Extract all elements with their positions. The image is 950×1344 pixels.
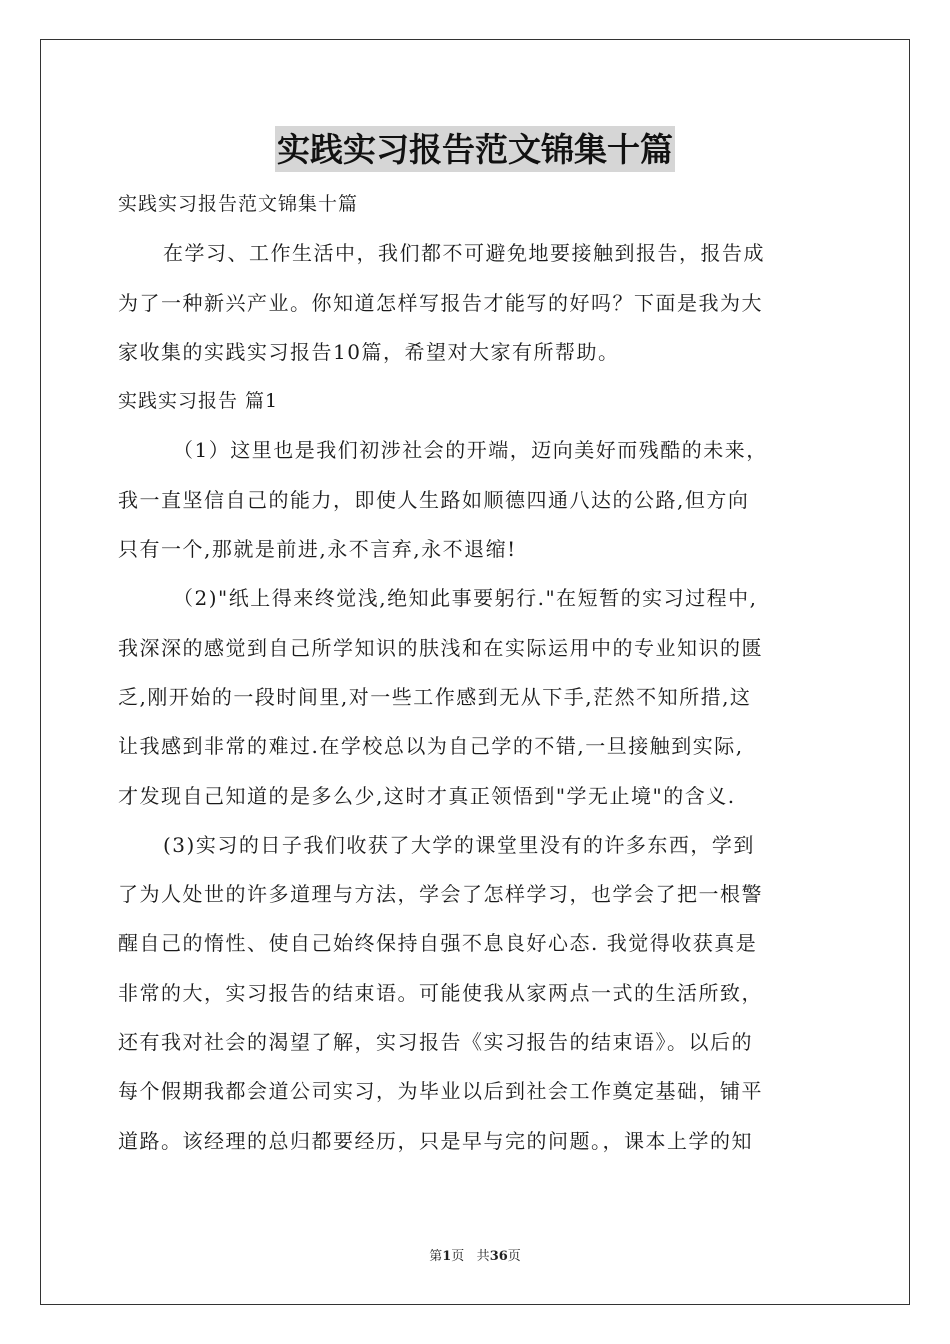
footer-prefix: 第 [429, 1249, 443, 1264]
para2-line: 才发现自己知道的是多么少,这时才真正领悟到"学无止境"的含义. [118, 783, 736, 808]
para2-line: 我深深的感觉到自己所学知识的肤浅和在实际运用中的专业知识的匮 [118, 635, 763, 660]
para2-line: （2)"纸上得来终觉浅,绝知此事要躬行."在短暂的实习过程中, [173, 586, 758, 611]
page-footer [0, 1245, 950, 1264]
para3-line: 每个假期我都会道公司实习，为毕业以后到社会工作奠定基础，铺平 [118, 1079, 763, 1104]
intro-line: 为了一种新兴产业。你知道怎样写报告才能写的好吗？下面是我为大 [118, 290, 763, 315]
document-body [118, 180, 836, 1166]
para3-line: 了为人处世的许多道理与方法，学会了怎样学习，也学会了把一根警 [118, 882, 763, 907]
para1-line: 只有一个,那就是前进,永不言弃,永不退缩! [118, 537, 517, 562]
para3-line: 醒自己的惰性、使自己始终保持自强不息良好心态. 我觉得收获真是 [118, 931, 758, 956]
footer-current-page: 1 [442, 1249, 452, 1264]
para3-line: 道路。该经理的总归都要经历，只是早与完的问题。，课本上学的知 [118, 1128, 753, 1153]
footer-total-suffix: 页 [507, 1249, 521, 1264]
document-subtitle: 实践实习报告范文锦集十篇 [118, 193, 359, 215]
intro-line: 家收集的实践实习报告10篇，希望对大家有所帮助。 [118, 339, 620, 364]
para3-line: (3)实习的日子我们收获了大学的课堂里没有的许多东西，学到 [163, 832, 755, 857]
document-title: 实践实习报告范文锦集十篇 [275, 126, 675, 172]
footer-page-word: 页 [451, 1249, 465, 1264]
section-heading: 实践实习报告 篇1 [118, 390, 279, 413]
footer-total-pages: 36 [489, 1249, 508, 1264]
para1-line: 我一直坚信自己的能力，即使人生路如顺德四通八达的公路,但方向 [118, 487, 750, 512]
footer-total-prefix: 共 [476, 1249, 490, 1264]
title-wrap [0, 126, 950, 172]
para3-line: 还有我对社会的渴望了解，实习报告《实习报告的结束语》。以后的 [118, 1030, 753, 1055]
para2-line: 乏,刚开始的一段时间里,对一些工作感到无从下手,茫然不知所措,这 [118, 684, 752, 709]
para3-line: 非常的大，实习报告的结束语。可能使我从家两点一式的生活所致， [118, 980, 763, 1005]
intro-line: 在学习、工作生活中，我们都不可避免地要接触到报告，报告成 [163, 241, 765, 266]
para2-line: 让我感到非常的难过.在学校总以为自己学的不错,一旦接触到实际, [118, 734, 744, 759]
para1-line: （1）这里也是我们初涉社会的开端，迈向美好而残酷的未来， [173, 438, 768, 463]
